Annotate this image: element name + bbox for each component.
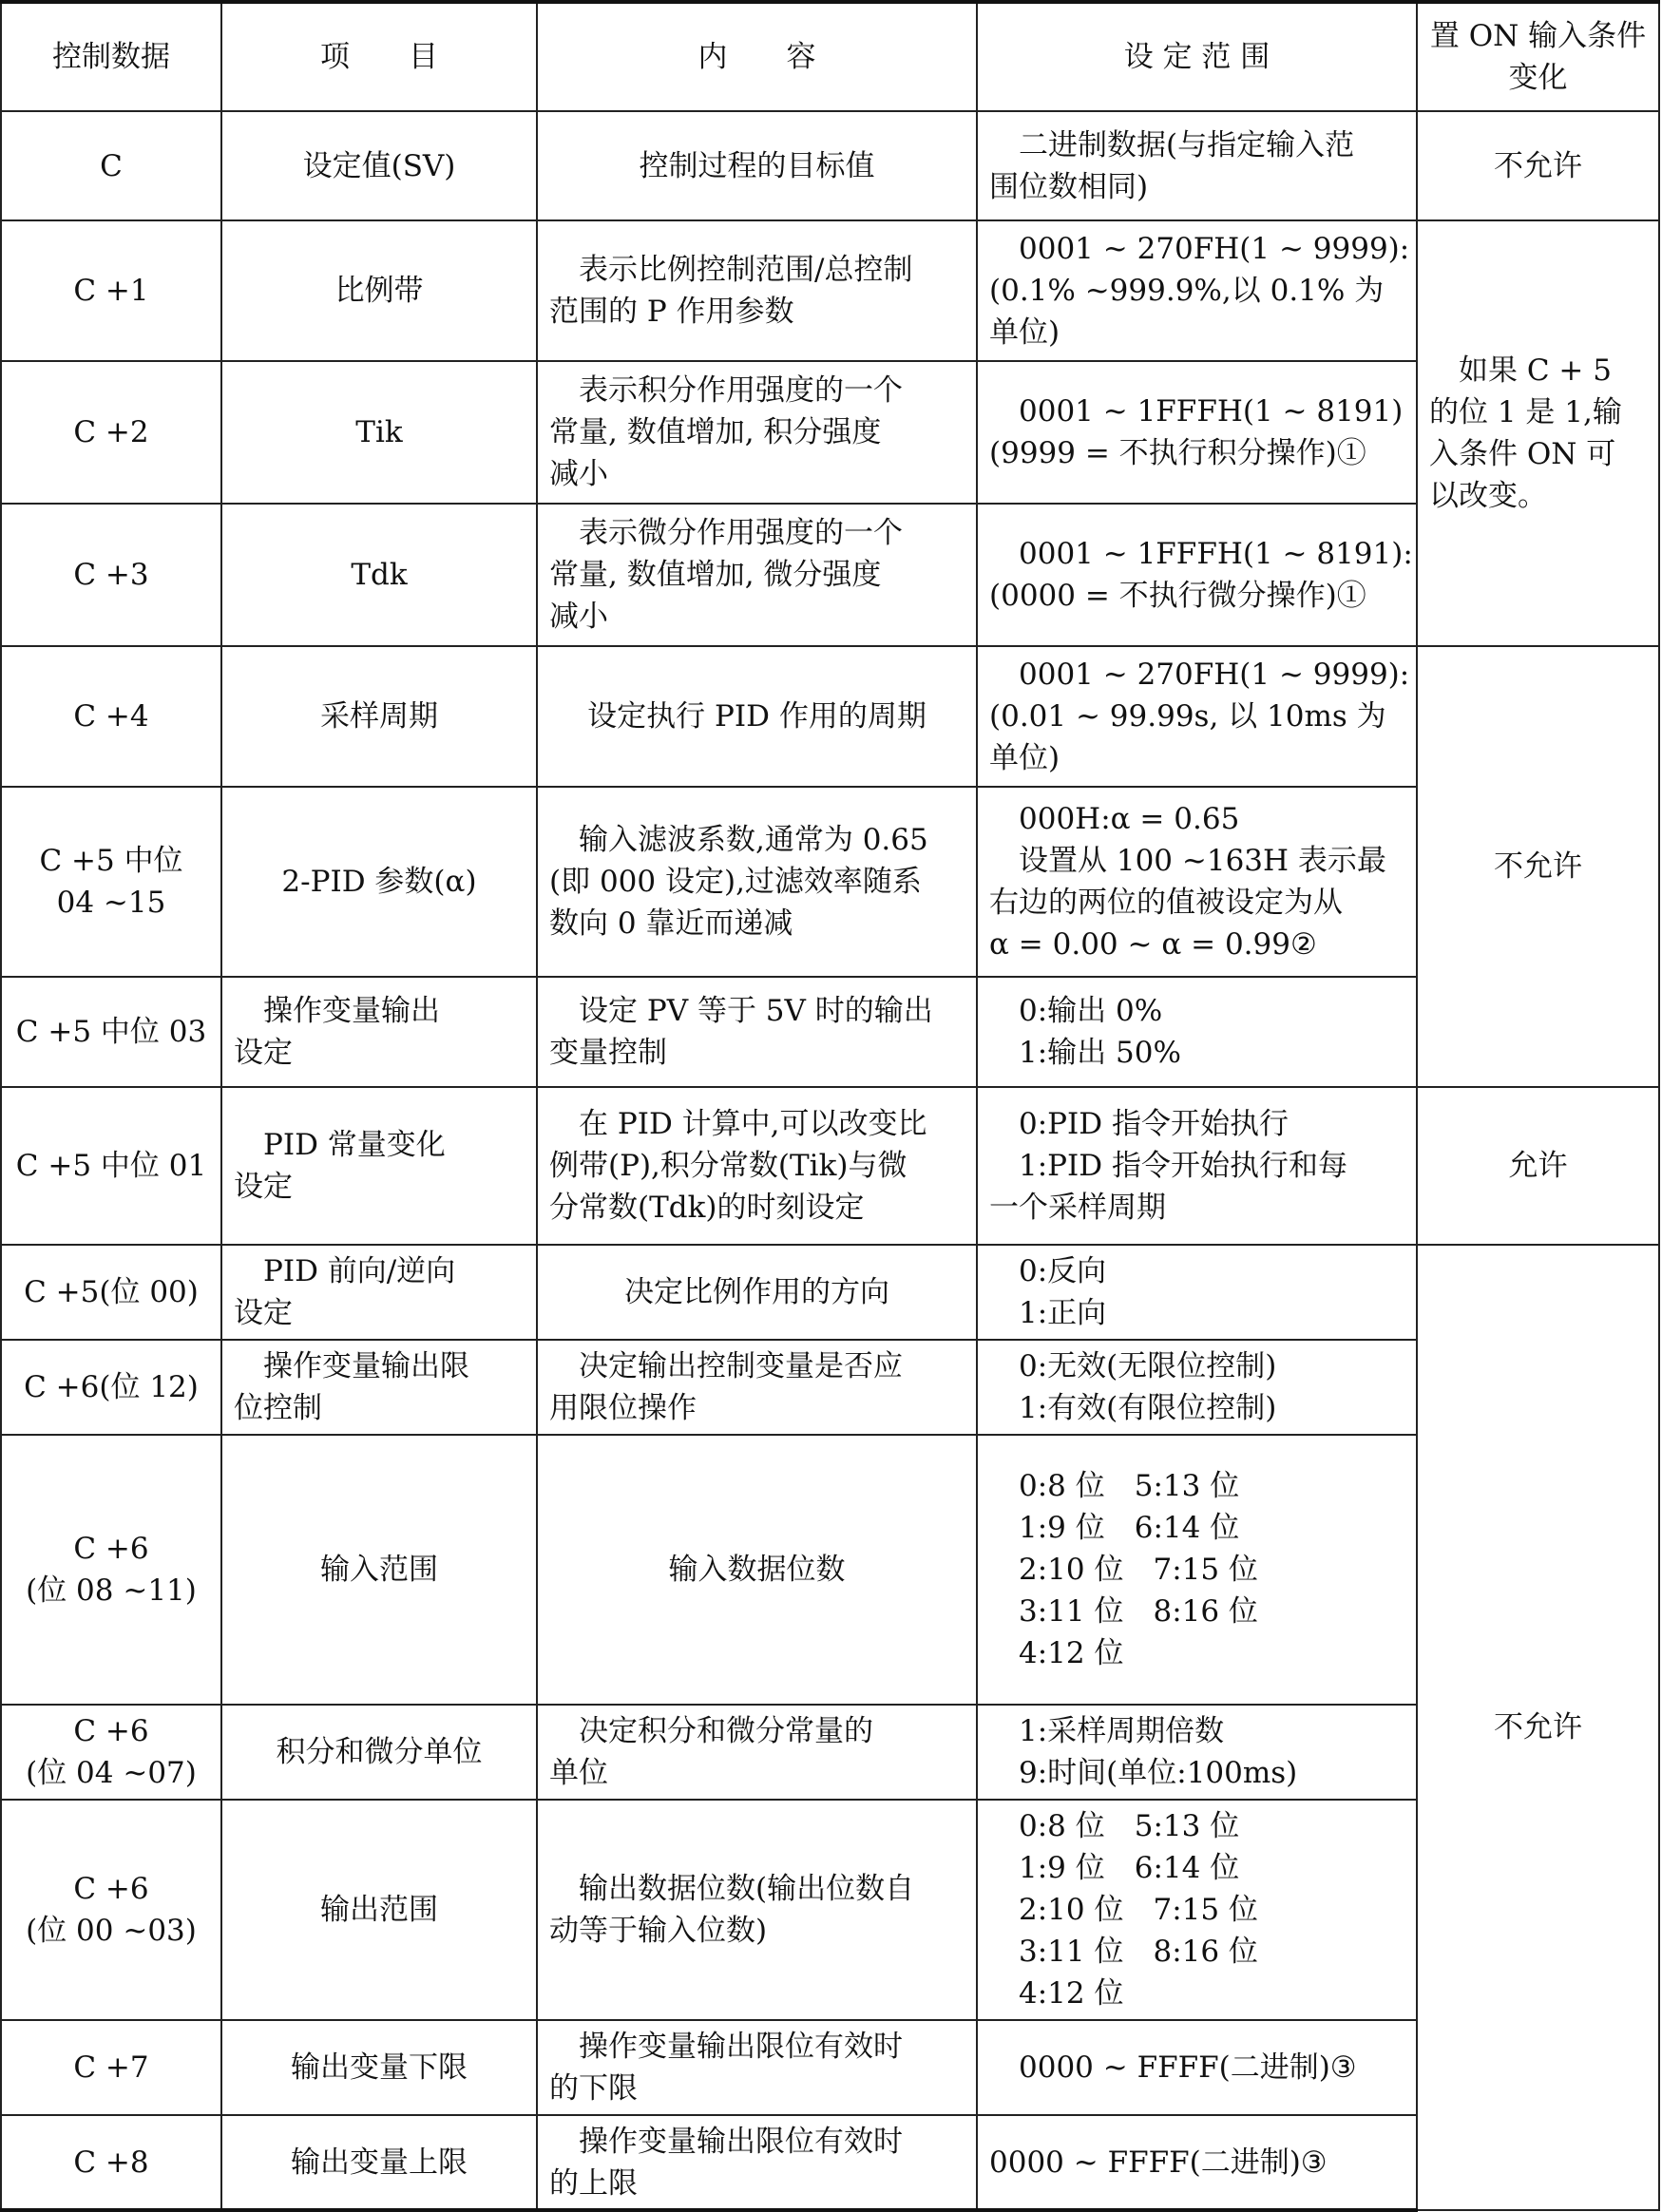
setting-range-cell: [977, 1245, 1417, 1340]
cell-line: (位 04 ~07): [26, 1756, 197, 1790]
cell-line: PID 常量变化: [234, 1128, 446, 1162]
setting-range-cell: [977, 1340, 1417, 1435]
cell-line: C +5(位 00): [24, 1275, 199, 1309]
control-data-cell: [1, 977, 221, 1087]
cell-line: C +4: [73, 699, 149, 734]
cell-line: 常量, 数值增加, 积分强度: [549, 415, 882, 449]
content-cell: [537, 977, 977, 1087]
control-data-cell: [1, 111, 221, 220]
cell-line: 用限位操作: [549, 1391, 697, 1425]
cell-line: (0.01 ~ 99.99s, 以 10ms 为: [989, 699, 1386, 734]
cell-line: 1:正向: [989, 1296, 1107, 1330]
cell-line: 表示积分作用强度的一个: [549, 373, 903, 408]
cell-line: 表示微分作用强度的一个: [549, 516, 903, 550]
cell-line: 右边的两位的值被设定为从: [989, 886, 1343, 920]
cell-line: 的下限: [549, 2071, 638, 2106]
cell-line: 0:无效(无限位控制): [989, 1349, 1277, 1383]
content-cell: [537, 646, 977, 787]
cell-line: 单位): [989, 315, 1060, 350]
cell-line: 000H:α = 0.65: [989, 802, 1240, 836]
cell-line: Tik: [355, 415, 403, 449]
setting-range-cell: [977, 111, 1417, 220]
cell-line: 0:输出 0%: [989, 994, 1163, 1028]
control-data-cell: [1, 1245, 221, 1340]
table-row: [1, 977, 1659, 1087]
on-condition-cell: 不允许: [1417, 1245, 1659, 2210]
cell-line: C +7: [73, 2050, 149, 2085]
cell-line: 设定 PV 等于 5V 时的输出: [549, 994, 933, 1028]
item-cell: [221, 1435, 537, 1705]
control-data-cell: [1, 1340, 221, 1435]
cell-line: 操作变量输出限位有效时: [549, 2124, 903, 2159]
header-item: 项 目: [221, 2, 537, 111]
cell-line: Tdk: [351, 558, 408, 592]
table-row: [1, 2020, 1659, 2115]
table-row: [1, 1087, 1659, 1245]
cell-line: 单位: [549, 1756, 608, 1790]
item-cell: [221, 361, 537, 504]
cell-line: 输出变量上限: [291, 2145, 468, 2180]
content-cell: [537, 361, 977, 504]
cell-line: 0:8 位 5:13 位: [989, 1469, 1240, 1503]
cell-line: C +2: [73, 415, 149, 449]
table-row: [1, 1245, 1659, 1340]
cell-line: 决定输出控制变量是否应: [549, 1349, 903, 1383]
cell-line: 设定: [234, 1170, 293, 1204]
cell-line: 0001 ~ 1FFFH(1 ~ 8191): [989, 394, 1404, 429]
table-row: [1, 111, 1659, 220]
cell-line: C +6: [73, 1714, 149, 1748]
cell-line: 1:9 位 6:14 位: [989, 1851, 1240, 1885]
control-data-cell: [1, 2020, 221, 2115]
content-cell: [537, 1340, 977, 1435]
control-data-cell: [1, 220, 221, 361]
cell-line: C +5 中位 03: [15, 1015, 207, 1049]
header-content: 内 容: [537, 2, 977, 111]
cell-line: C +5 中位: [39, 844, 183, 878]
cell-line: (即 000 设定),过滤效率随系: [549, 865, 922, 899]
cell-line: 输出范围: [320, 1893, 438, 1927]
table-row: [1, 504, 1659, 646]
cell-line: 操作变量输出限: [234, 1349, 469, 1383]
cell-line: 减小: [549, 457, 608, 491]
item-cell: [221, 787, 537, 977]
content-cell: [537, 220, 977, 361]
cell-line: 输出变量下限: [291, 2050, 468, 2085]
cell-line: 变量控制: [549, 1036, 667, 1070]
setting-range-cell: [977, 2115, 1417, 2210]
cell-line: 积分和微分单位: [276, 1735, 483, 1769]
cell-line: 0000 ~ FFFF(二进制)③: [989, 2145, 1328, 2180]
cell-line: 输入滤波系数,通常为 0.65: [549, 823, 928, 857]
cell-line: 0:8 位 5:13 位: [989, 1809, 1240, 1843]
setting-range-cell: [977, 1087, 1417, 1245]
cell-line: 4:12 位: [989, 1636, 1124, 1670]
on-condition-cell: [1417, 220, 1659, 646]
setting-range-cell: [977, 361, 1417, 504]
cell-line: (位 00 ~03): [26, 1914, 197, 1948]
item-cell: [221, 1245, 537, 1340]
table-row: [1, 2115, 1659, 2210]
item-cell: [221, 646, 537, 787]
cell-line: 表示比例控制范围/总控制: [549, 253, 913, 287]
cell-line: C +6: [73, 1532, 149, 1566]
item-cell: [221, 111, 537, 220]
item-cell: [221, 2020, 537, 2115]
cell-line: 2-PID 参数(α): [281, 865, 477, 899]
cell-line: 9:时间(单位:100ms): [989, 1756, 1298, 1790]
setting-range-cell: [977, 646, 1417, 787]
cell-line: 0001 ~ 1FFFH(1 ~ 8191):: [989, 537, 1413, 571]
cell-line: 决定积分和微分常量的: [549, 1714, 873, 1748]
cell-line: 输入数据位数: [668, 1553, 846, 1587]
cell-line: 0001 ~ 270FH(1 ~ 9999):: [989, 658, 1410, 692]
content-cell: [537, 1087, 977, 1245]
header-setting-range: 设 定 范 围: [977, 2, 1417, 111]
cell-line: C +5 中位 01: [15, 1149, 207, 1183]
item-cell: [221, 1800, 537, 2020]
table-row: [1, 1705, 1659, 1800]
cell-line: 数向 0 靠近而递减: [549, 906, 793, 941]
cell-line: 围位数相同): [989, 169, 1149, 204]
setting-range-cell: [977, 220, 1417, 361]
cell-line: 入条件 ON 可: [1429, 437, 1616, 471]
cell-line: C +1: [73, 274, 149, 308]
table-row: [1, 1800, 1659, 2020]
control-data-cell: [1, 1435, 221, 1705]
cell-line: 1:PID 指令开始执行和每: [989, 1149, 1347, 1183]
content-cell: [537, 2020, 977, 2115]
cell-line: 设定值(SV): [302, 148, 456, 183]
header-on-condition: 置 ON 输入条件变化: [1417, 2, 1659, 111]
cell-line: 1:有效(有限位控制): [989, 1391, 1277, 1425]
content-cell: [537, 1800, 977, 2020]
cell-line: C +6: [73, 1872, 149, 1906]
cell-line: 动等于输入位数): [549, 1914, 768, 1948]
cell-line: 分常数(Tdk)的时刻设定: [549, 1191, 865, 1225]
content-cell: [537, 1705, 977, 1800]
on-condition-cell: 不允许: [1417, 646, 1659, 1087]
content-cell: [537, 2115, 977, 2210]
cell-line: 0001 ~ 270FH(1 ~ 9999):: [989, 232, 1410, 266]
cell-line: 以改变。: [1429, 479, 1547, 513]
table-row: [1, 1435, 1659, 1705]
cell-line: 操作变量输出: [234, 994, 440, 1028]
item-cell: [221, 1087, 537, 1245]
cell-line: 设定: [234, 1036, 293, 1070]
cell-line: 单位): [989, 741, 1060, 775]
cell-line: 范围的 P 作用参数: [549, 295, 794, 329]
cell-line: 1:采样周期倍数: [989, 1714, 1225, 1748]
cell-line: PID 前向/逆向: [234, 1254, 456, 1288]
cell-line: 1:输出 50%: [989, 1036, 1181, 1070]
cell-line: 比例带: [334, 274, 424, 308]
cell-line: 3:11 位 8:16 位: [989, 1935, 1258, 1969]
cell-line: 设置从 100 ~163H 表示最: [989, 844, 1386, 878]
cell-line: 采样周期: [320, 699, 438, 734]
cell-line: 设定执行 PID 作用的周期: [587, 699, 927, 734]
cell-line: 输入范围: [320, 1553, 438, 1587]
cell-line: 常量, 数值增加, 微分强度: [549, 558, 882, 592]
control-data-cell: [1, 2115, 221, 2210]
cell-line: 设定: [234, 1296, 293, 1330]
cell-line: α = 0.00 ~ α = 0.99②: [989, 927, 1317, 962]
cell-line: 04 ~15: [56, 886, 166, 920]
cell-line: (0.1% ~999.9%,以 0.1% 为: [989, 274, 1385, 308]
cell-line: 位控制: [234, 1391, 322, 1425]
cell-line: 一个采样周期: [989, 1191, 1166, 1225]
item-cell: [221, 977, 537, 1087]
item-cell: [221, 1340, 537, 1435]
header-control-data: 控制数据: [1, 2, 221, 111]
control-data-cell: [1, 1087, 221, 1245]
table-row: [1, 220, 1659, 361]
setting-range-cell: [977, 2020, 1417, 2115]
table-row: [1, 1340, 1659, 1435]
cell-line: 0:PID 指令开始执行: [989, 1107, 1289, 1141]
content-cell: [537, 111, 977, 220]
item-cell: [221, 2115, 537, 2210]
table-row: [1, 787, 1659, 977]
cell-line: 在 PID 计算中,可以改变比: [549, 1107, 927, 1141]
control-data-cell: [1, 646, 221, 787]
cell-line: 的位 1 是 1,输: [1429, 395, 1622, 429]
setting-range-cell: [977, 1800, 1417, 2020]
cell-line: 4:12 位: [989, 1976, 1124, 2011]
table-row: [1, 361, 1659, 504]
content-cell: [537, 787, 977, 977]
cell-line: 2:10 位 7:15 位: [989, 1553, 1258, 1587]
cell-line: 二进制数据(与指定输入范: [989, 127, 1355, 162]
control-data-cell: [1, 1705, 221, 1800]
item-cell: [221, 1705, 537, 1800]
cell-line: 如果 C + 5: [1429, 353, 1612, 388]
setting-range-cell: [977, 1705, 1417, 1800]
cell-line: (0000 = 不执行微分操作)①: [989, 579, 1366, 613]
cell-line: C +3: [73, 558, 149, 592]
setting-range-cell: [977, 1435, 1417, 1705]
cell-line: C +6(位 12): [24, 1370, 199, 1404]
control-data-cell: [1, 787, 221, 977]
setting-range-cell: [977, 787, 1417, 977]
cell-line: (9999 = 不执行积分操作)①: [989, 436, 1366, 470]
cell-line: 3:11 位 8:16 位: [989, 1594, 1258, 1629]
control-data-cell: [1, 361, 221, 504]
item-cell: [221, 504, 537, 646]
on-condition-cell: 允许: [1417, 1087, 1659, 1245]
cell-line: 减小: [549, 600, 608, 634]
item-cell: [221, 220, 537, 361]
control-data-cell: [1, 1800, 221, 2020]
cell-line: 0000 ~ FFFF(二进制)③: [989, 2050, 1357, 2085]
setting-range-cell: [977, 977, 1417, 1087]
cell-line: 输出数据位数(输出位数自: [549, 1872, 915, 1906]
cell-line: 1:9 位 6:14 位: [989, 1511, 1240, 1545]
content-cell: [537, 1435, 977, 1705]
header-row: [1, 2, 1659, 111]
content-cell: [537, 504, 977, 646]
content-cell: [537, 1245, 977, 1340]
setting-range-cell: [977, 504, 1417, 646]
cell-line: (位 08 ~11): [26, 1573, 197, 1608]
on-condition-cell: 不允许: [1417, 111, 1659, 220]
cell-line: 操作变量输出限位有效时: [549, 2030, 903, 2064]
cell-line: 控制过程的目标值: [639, 148, 875, 183]
cell-line: 决定比例作用的方向: [624, 1275, 889, 1309]
control-data-cell: [1, 504, 221, 646]
cell-line: C +8: [73, 2145, 149, 2180]
cell-line: 0:反向: [989, 1254, 1107, 1288]
cell-line: 例带(P),积分常数(Tik)与微: [549, 1149, 907, 1183]
cell-line: 2:10 位 7:15 位: [989, 1893, 1258, 1927]
cell-line: C: [100, 148, 123, 183]
table-row: [1, 646, 1659, 787]
cell-line: 的上限: [549, 2165, 638, 2201]
